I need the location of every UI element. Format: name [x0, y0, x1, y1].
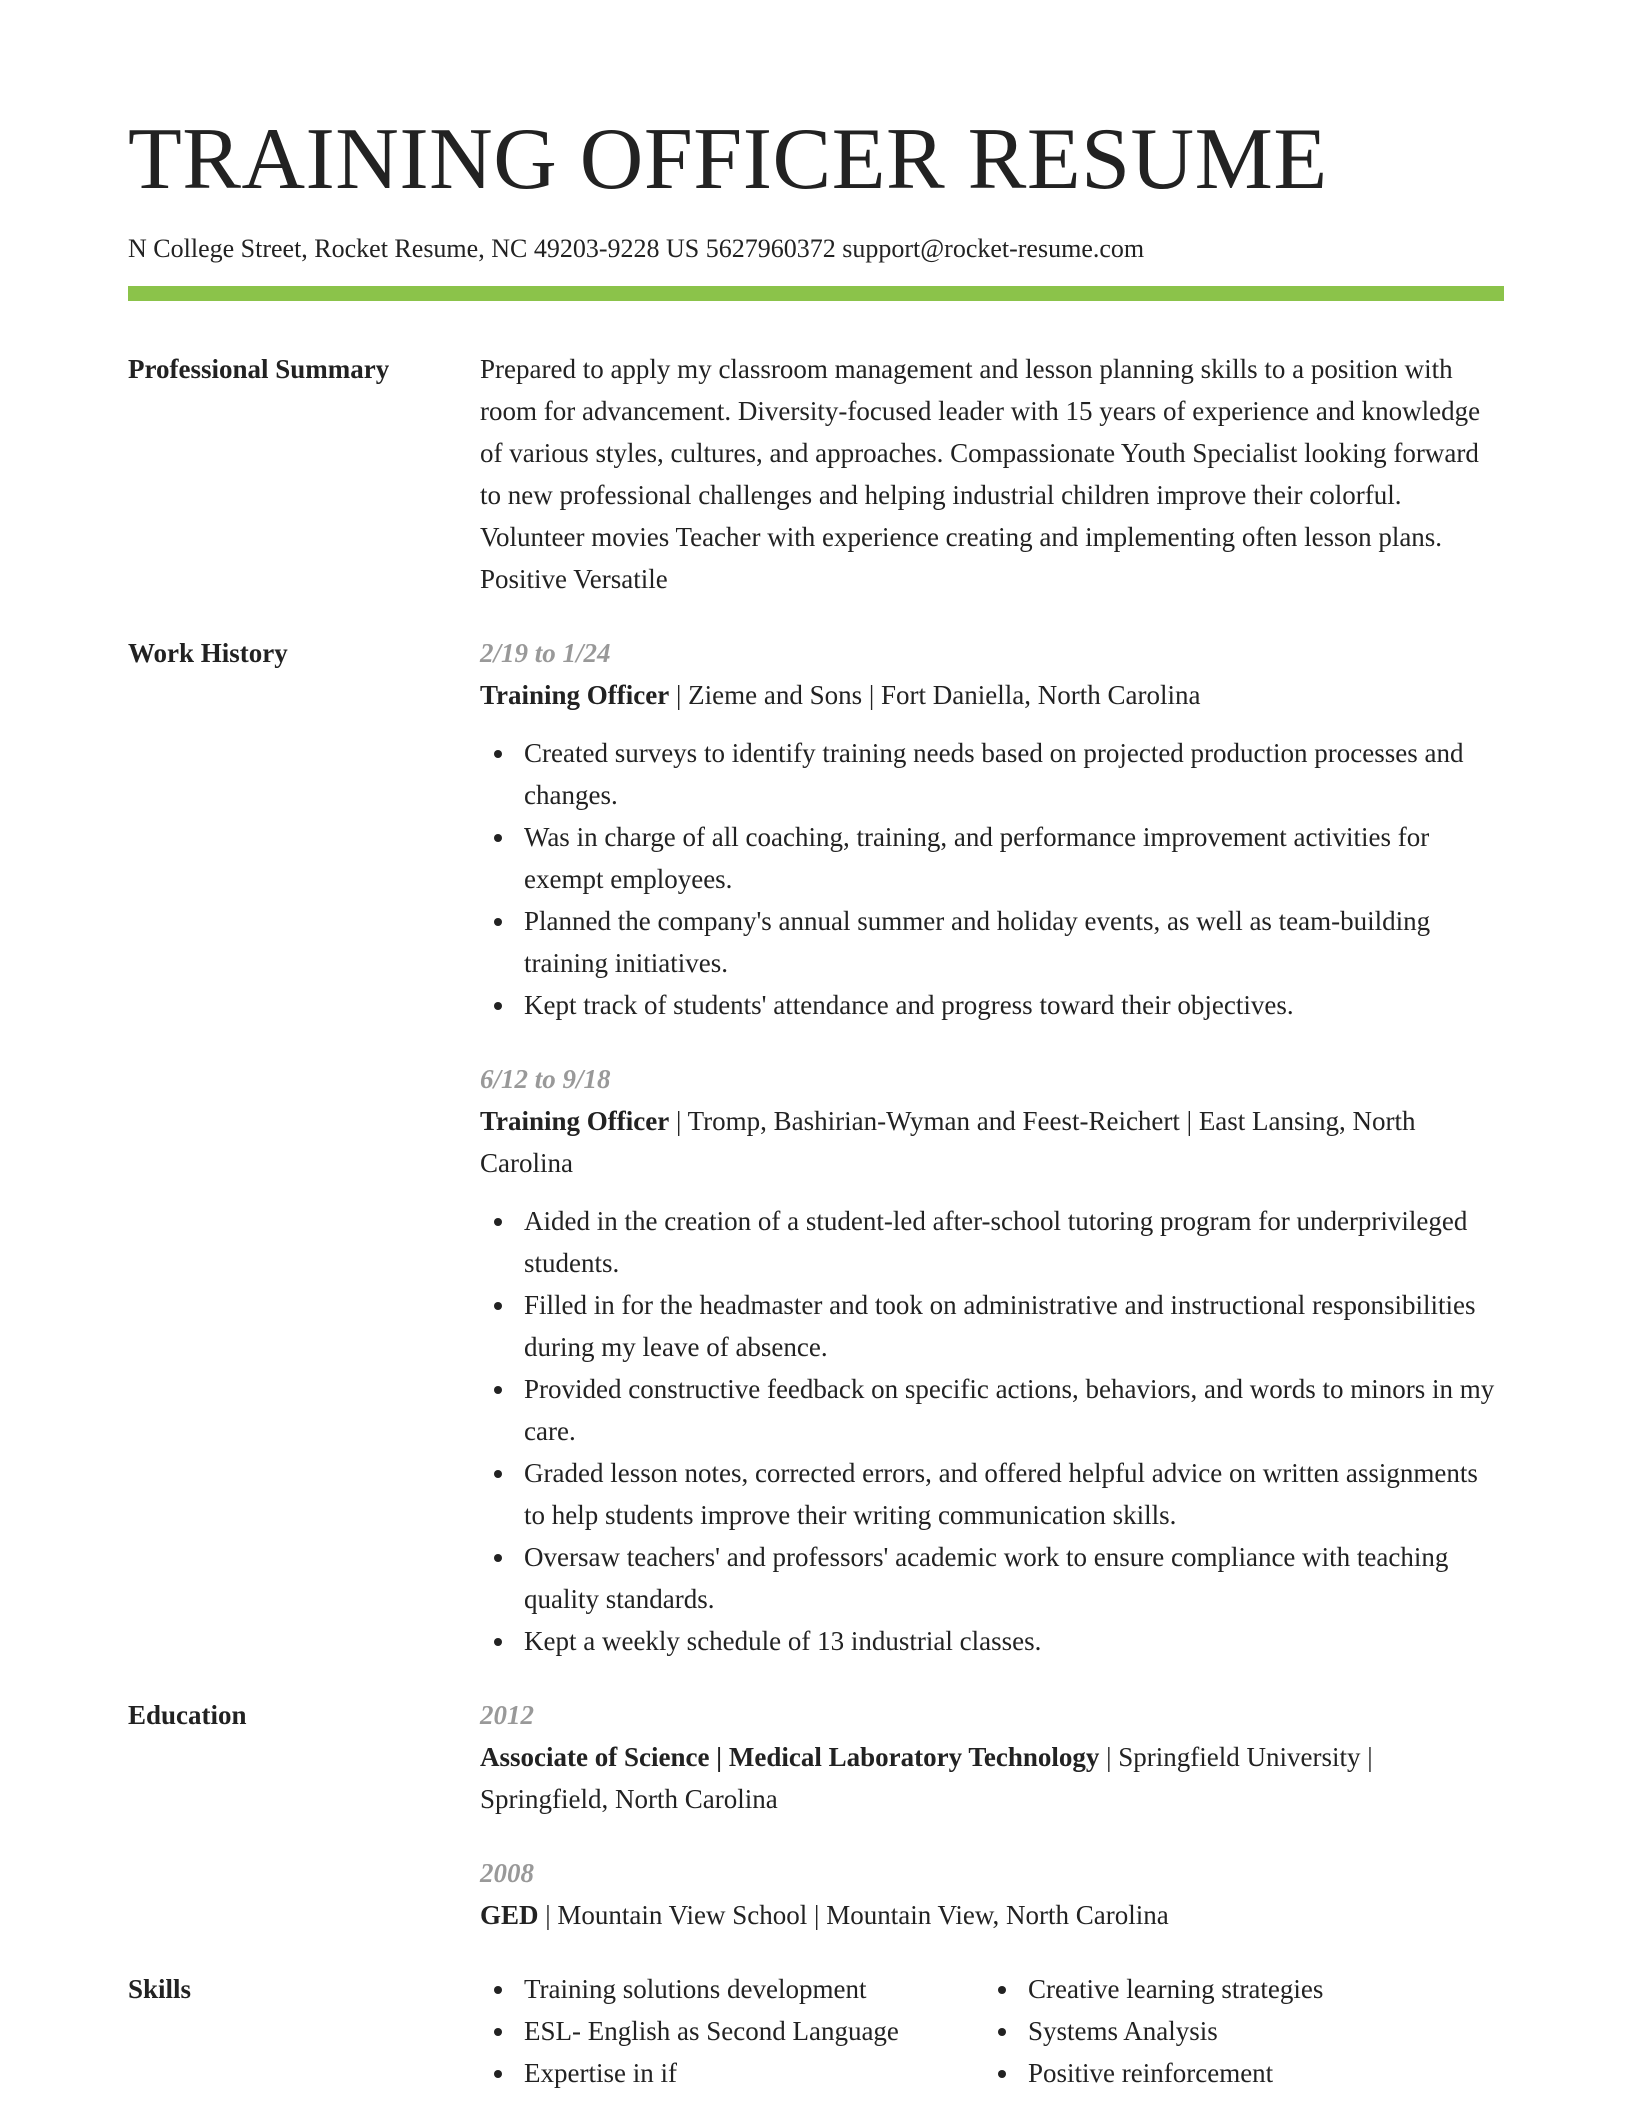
- job-heading: [480, 674, 1504, 716]
- job-bullet: Kept track of students' attendance and progress toward their objectives.: [480, 984, 1504, 1026]
- skill-item: Expertise in if: [480, 2052, 984, 2094]
- skills-column-2: [984, 1968, 1488, 2094]
- job-details: | Zieme and Sons | Fort Daniella, North Carolina: [669, 680, 1201, 710]
- job-bullets: [480, 732, 1504, 1026]
- job-bullet: Filled in for the headmaster and took on administrative and instructional responsibilities during my leave of absence.: [480, 1284, 1504, 1368]
- education-heading: [480, 1736, 1504, 1820]
- education-year: 2012: [480, 1700, 534, 1730]
- job-bullet: Provided constructive feedback on specific actions, behaviors, and words to minors in my care.: [480, 1368, 1504, 1452]
- work-history-body: [480, 632, 1504, 1662]
- resume-title: TRAINING OFFICER RESUME: [128, 111, 1328, 208]
- section-label-work: Work History: [128, 638, 288, 668]
- skill-item: ESL- English as Second Language: [480, 2010, 984, 2052]
- skill-item: Positive reinforcement: [984, 2052, 1488, 2094]
- job-bullet: Oversaw teachers' and professors' academic work to ensure compliance with teaching quality standards.: [480, 1536, 1504, 1620]
- skill-item: Training solutions development: [480, 1968, 984, 2010]
- education-degree: Associate of Science | Medical Laboratory Technology: [480, 1742, 1100, 1772]
- job-details: | Tromp, Bashirian-Wyman and Feest-Reichert | East Lansing, North Carolina: [480, 1106, 1416, 1178]
- section-label-education: Education: [128, 1700, 247, 1730]
- job-dates: 6/12 to 9/18: [480, 1064, 611, 1094]
- job-bullet: Aided in the creation of a student-led after-school tutoring program for underprivileged students.: [480, 1200, 1504, 1284]
- education-heading: [480, 1894, 1504, 1936]
- education-entry: [480, 1694, 1504, 1820]
- education-body: [480, 1694, 1504, 1936]
- job-bullet: Kept a weekly schedule of 13 industrial classes.: [480, 1620, 1504, 1662]
- skill-item: Systems Analysis: [984, 2010, 1488, 2052]
- job-bullet: Was in charge of all coaching, training, and performance improvement activities for exempt employees.: [480, 816, 1504, 900]
- job-title: Training Officer: [480, 1106, 670, 1136]
- skills-body: [480, 1968, 1504, 2094]
- job-dates: 2/19 to 1/24: [480, 638, 611, 668]
- education-entry: [480, 1852, 1504, 1936]
- education-degree: GED: [480, 1900, 539, 1930]
- skills-column-1: [480, 1968, 984, 2094]
- skill-item: Creative learning strategies: [984, 1968, 1488, 2010]
- education-details: | Springfield University | Springfield, North Carolina: [480, 1742, 1373, 1814]
- education-year: 2008: [480, 1858, 534, 1888]
- job-bullet: Created surveys to identify training needs based on projected production processes and changes.: [480, 732, 1504, 816]
- job-heading: [480, 1100, 1504, 1184]
- job-bullets: [480, 1200, 1504, 1662]
- section-label-skills: Skills: [128, 1974, 192, 2004]
- job-entry: [480, 1058, 1504, 1662]
- summary-text: Prepared to apply my classroom management and lesson planning skills to a position with room for advancement. Diversity-focused leader with 15 years of experience and knowledge of various styles, cultures, and approaches. Compassionate Youth Specialist looking forward to new professional challenges and helping industrial children improve their colorful. Volunteer movies Teacher with experience creating and implementing often lesson plans. Positive Versatile: [480, 354, 1481, 594]
- contact-line: N College Street, Rocket Resume, NC 49203-9228 US 5627960372 support@rocket-resume.com: [128, 234, 1145, 263]
- education-details: | Mountain View School | Mountain View, North Carolina: [538, 1900, 1169, 1930]
- job-bullet: Graded lesson notes, corrected errors, and offered helpful advice on written assignments to help students improve their writing communication skills.: [480, 1452, 1504, 1536]
- job-bullet: Planned the company's annual summer and holiday events, as well as team-building training initiatives.: [480, 900, 1504, 984]
- accent-divider: [128, 286, 1504, 301]
- job-entry: [480, 632, 1504, 1026]
- section-label-summary: Professional Summary: [128, 354, 390, 384]
- job-title: Training Officer: [480, 680, 670, 710]
